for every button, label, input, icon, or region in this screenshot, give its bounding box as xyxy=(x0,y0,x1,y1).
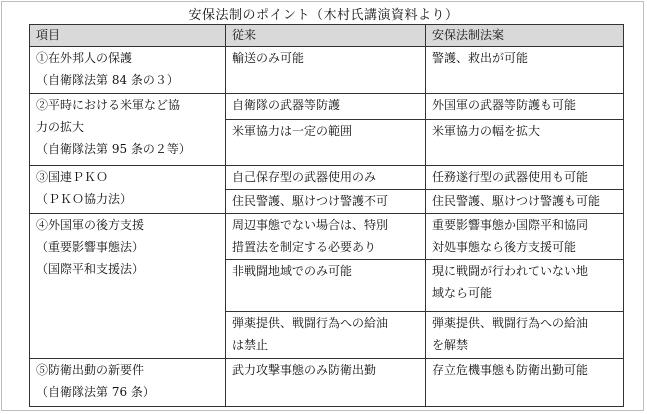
before-cell xyxy=(226,312,426,359)
item-cell xyxy=(30,214,226,359)
after-cell xyxy=(426,190,624,214)
header-item: 項目 xyxy=(30,25,226,47)
after-line: 対処事態なら後方支援可能 xyxy=(432,240,577,254)
item-line: ⑤防衛出動の新要件 xyxy=(36,363,145,377)
before-cell xyxy=(226,214,426,260)
header-before: 従来 xyxy=(226,25,426,47)
item-line: （重要影響事態法） xyxy=(36,240,145,254)
item-cell xyxy=(30,359,226,407)
item-line: ①在外邦人の保護 xyxy=(36,51,133,65)
before-cell xyxy=(226,166,426,190)
after-line: 存立危機事態も防衛出勤可能 xyxy=(432,363,589,377)
after-line: 重要影響事態か国際平和協同 xyxy=(432,218,589,232)
before-line: 弾薬提供、戦闘行為への給油 xyxy=(232,316,389,330)
after-cell xyxy=(426,166,624,190)
after-line: 外国軍の武器等防護も可能 xyxy=(432,98,577,112)
item-cell xyxy=(30,94,226,166)
before-line: は禁止 xyxy=(232,338,269,352)
after-line: 現に戦闘が行われていない地 xyxy=(432,264,589,278)
before-line: 武力攻撃事態のみ防衛出勤 xyxy=(232,363,377,377)
before-cell xyxy=(226,94,426,120)
before-line: 非戦闘地域でのみ可能 xyxy=(232,264,353,278)
item-line: ④外国軍の後方支援 xyxy=(36,218,145,232)
before-line: 措置法を制定する必要あり xyxy=(232,240,377,254)
after-line: 域なら可能 xyxy=(432,286,493,300)
before-line: 米軍協力は一定の範囲 xyxy=(232,124,353,138)
before-line: 輸送のみ可能 xyxy=(232,51,305,65)
item-line: （国際平和支援法） xyxy=(36,262,145,276)
after-line: 米軍協力の幅を拡大 xyxy=(432,124,541,138)
item-cell xyxy=(30,47,226,94)
item-cell xyxy=(30,166,226,214)
before-line: 住民警護、駆けつけ警護不可 xyxy=(232,194,389,208)
after-line: 住民警護、駆けつけ警護も可能 xyxy=(432,194,601,208)
after-cell xyxy=(426,359,624,407)
before-line: 自衛隊の武器等防護 xyxy=(232,98,341,112)
after-cell xyxy=(426,312,624,359)
item-line: （自衛隊法第 95 条の２等） xyxy=(36,142,191,156)
after-line: 弾薬提供、戦闘行為への給油 xyxy=(432,316,589,330)
table-row xyxy=(30,47,624,94)
item-line: （ＰＫＯ協力法） xyxy=(36,192,133,206)
item-line: ③国連ＰＫＯ xyxy=(36,170,109,184)
before-line: 周辺事態でない場合は、特別 xyxy=(232,218,389,232)
comparison-table xyxy=(29,24,624,407)
after-line: を解禁 xyxy=(432,338,469,352)
item-line: （自衛隊法第 76 条） xyxy=(36,385,155,399)
after-line: 警護、救出が可能 xyxy=(432,51,529,65)
before-cell xyxy=(226,359,426,407)
header-row xyxy=(30,25,624,47)
item-line: 力の拡大 xyxy=(36,120,85,134)
before-cell xyxy=(226,190,426,214)
document-title: 安保法制のポイント（木村氏講演資料より） xyxy=(188,8,459,23)
after-line: 任務遂行型の武器使用も可能 xyxy=(432,170,589,184)
header-after: 安保法制法案 xyxy=(426,25,624,47)
table-row xyxy=(30,359,624,407)
after-cell xyxy=(426,214,624,260)
after-cell xyxy=(426,94,624,120)
table-row xyxy=(30,166,624,190)
after-cell xyxy=(426,47,624,94)
table-row xyxy=(30,214,624,260)
before-cell xyxy=(226,47,426,94)
after-cell xyxy=(426,120,624,166)
before-cell xyxy=(226,260,426,312)
before-line: 自己保存型の武器使用のみ xyxy=(232,170,377,184)
before-cell xyxy=(226,120,426,166)
table-row xyxy=(30,94,624,120)
item-line: （自衛隊法第 84 条の３） xyxy=(36,73,179,87)
after-cell xyxy=(426,260,624,312)
item-line: ②平時における米軍など協 xyxy=(36,98,181,112)
